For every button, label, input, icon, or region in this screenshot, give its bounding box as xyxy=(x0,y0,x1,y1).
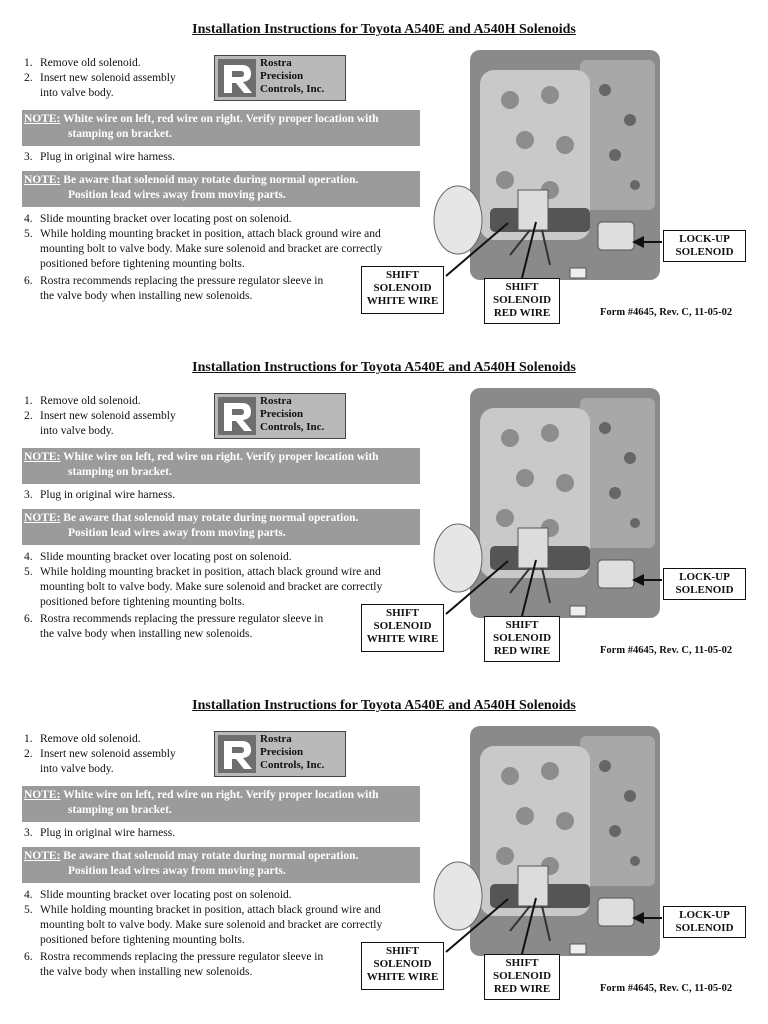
card-title: Installation Instructions for Toyota A540E and A540H Solenoids xyxy=(192,698,576,713)
callout-shift-solenoid-red-wire: SHIFT SOLENOID RED WIRE xyxy=(484,954,560,1000)
step-1: 1. Remove old solenoid. xyxy=(24,57,141,69)
step-4: 4. Slide mounting bracket over locating post on solenoid. xyxy=(24,551,292,563)
company-name: Rostra Precision Controls, Inc. xyxy=(260,57,325,95)
red-wire-arrow xyxy=(522,222,536,278)
company-name: Rostra Precision Controls, Inc. xyxy=(260,733,325,771)
white-wire-arrow xyxy=(446,899,508,952)
callout-lockup-solenoid: LOCK-UP SOLENOID xyxy=(663,568,746,600)
note-wire-position: NOTE: White wire on left, red wire on right. Verify proper location with stamping on bracket. xyxy=(22,110,420,146)
step-3: 3. Plug in original wire harness. xyxy=(24,489,176,501)
callout-lockup-solenoid: LOCK-UP SOLENOID xyxy=(663,906,746,938)
callout-shift-solenoid-red-wire: SHIFT SOLENOID RED WIRE xyxy=(484,278,560,324)
red-wire-arrow xyxy=(522,898,536,954)
form-number: Form #4645, Rev. C, 11-05-02 xyxy=(600,307,733,318)
step-2: 2. Insert new solenoid assembly into valve body. xyxy=(24,410,176,437)
callout-shift-solenoid-white-wire: SHIFT SOLENOID WHITE WIRE xyxy=(361,266,444,314)
step-1: 1. Remove old solenoid. xyxy=(24,395,141,407)
callout-shift-solenoid-white-wire: SHIFT SOLENOID WHITE WIRE xyxy=(361,604,444,652)
note-solenoid-rotation: NOTE: Be aware that solenoid may rotate during normal operation. Position lead wires away from moving parts. xyxy=(22,509,420,545)
instruction-card xyxy=(0,676,768,1014)
note-wire-position: NOTE: White wire on left, red wire on right. Verify proper location with stamping on bracket. xyxy=(22,786,420,822)
callout-shift-solenoid-red-wire: SHIFT SOLENOID RED WIRE xyxy=(484,616,560,662)
step-1: 1. Remove old solenoid. xyxy=(24,733,141,745)
red-wire-arrow xyxy=(522,560,536,616)
company-name: Rostra Precision Controls, Inc. xyxy=(260,395,325,433)
white-wire-arrow xyxy=(446,223,508,276)
form-number: Form #4645, Rev. C, 11-05-02 xyxy=(600,645,733,656)
step-6: 6. Rostra recommends replacing the pressure regulator sleeve in the valve body when installing new solenoids. xyxy=(24,275,324,302)
callout-lockup-solenoid: LOCK-UP SOLENOID xyxy=(663,230,746,262)
step-3: 3. Plug in original wire harness. xyxy=(24,151,176,163)
instruction-card xyxy=(0,338,768,676)
step-6: 6. Rostra recommends replacing the pressure regulator sleeve in the valve body when installing new solenoids. xyxy=(24,613,324,640)
form-number: Form #4645, Rev. C, 11-05-02 xyxy=(600,983,733,994)
step-3: 3. Plug in original wire harness. xyxy=(24,827,176,839)
card-title: Installation Instructions for Toyota A540E and A540H Solenoids xyxy=(192,360,576,375)
instruction-card xyxy=(0,0,768,338)
step-4: 4. Slide mounting bracket over locating post on solenoid. xyxy=(24,889,292,901)
white-wire-arrow xyxy=(446,561,508,614)
card-title: Installation Instructions for Toyota A540E and A540H Solenoids xyxy=(192,22,576,37)
note-wire-position: NOTE: White wire on left, red wire on right. Verify proper location with stamping on bracket. xyxy=(22,448,420,484)
step-2: 2. Insert new solenoid assembly into valve body. xyxy=(24,72,176,99)
step-2: 2. Insert new solenoid assembly into valve body. xyxy=(24,748,176,775)
step-4: 4. Slide mounting bracket over locating post on solenoid. xyxy=(24,213,292,225)
step-5: 5. While holding mounting bracket in position, attach black ground wire and mounting bolt to valve body. Make sure solenoid and bracket are correctly positioned before tightening mounting bolts. xyxy=(24,904,383,946)
step-5: 5. While holding mounting bracket in position, attach black ground wire and mounting bolt to valve body. Make sure solenoid and bracket are correctly positioned before tightening mounting bolts. xyxy=(24,228,383,270)
step-5: 5. While holding mounting bracket in position, attach black ground wire and mounting bolt to valve body. Make sure solenoid and bracket are correctly positioned before tightening mounting bolts. xyxy=(24,566,383,608)
step-6: 6. Rostra recommends replacing the pressure regulator sleeve in the valve body when installing new solenoids. xyxy=(24,951,324,978)
callout-shift-solenoid-white-wire: SHIFT SOLENOID WHITE WIRE xyxy=(361,942,444,990)
note-solenoid-rotation: NOTE: Be aware that solenoid may rotate during normal operation. Position lead wires away from moving parts. xyxy=(22,847,420,883)
note-solenoid-rotation: NOTE: Be aware that solenoid may rotate during normal operation. Position lead wires away from moving parts. xyxy=(22,171,420,207)
